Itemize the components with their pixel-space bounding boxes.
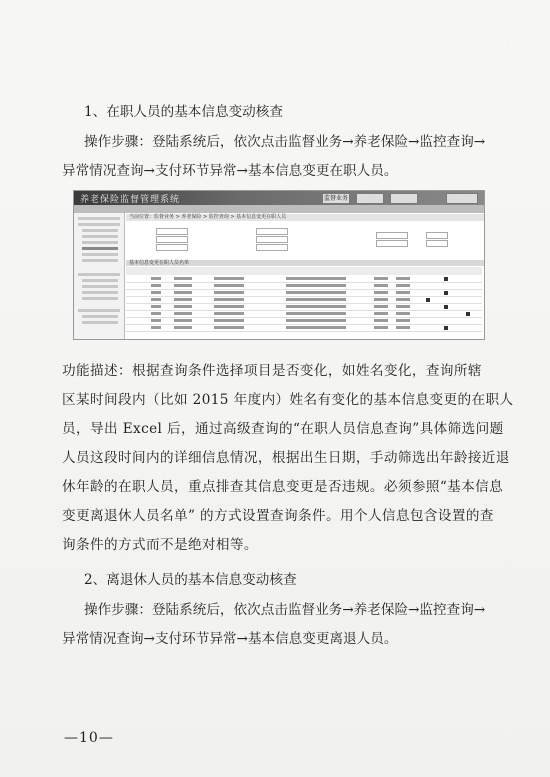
section2-steps-line1: 操作步骤：登陆系统后，依次点击监督业务→养老保险→监控查询→ bbox=[84, 602, 486, 618]
table-row bbox=[126, 290, 482, 297]
table-row bbox=[126, 276, 482, 283]
screenshot-table-header bbox=[126, 267, 482, 275]
section2-steps-line2: 异常情况查询→支付环节异常→基本信息变更离退人员。 bbox=[62, 631, 398, 647]
section1-steps-line2: 异常情况查询→支付环节异常→基本信息变更在职人员。 bbox=[62, 163, 398, 179]
description-line6: 变更离退休人员名单” 的方式设置查询条件。用个人信息包含设置的查 bbox=[62, 508, 494, 524]
table-row bbox=[126, 304, 482, 311]
description-line1: 功能描述：根据查询条件选择项目是否变化，如姓名变化，查询所辖 bbox=[62, 363, 482, 379]
screenshot-tab-4 bbox=[446, 193, 478, 204]
table-row bbox=[126, 311, 482, 318]
section2-heading: 2、离退休人员的基本信息变动核查 bbox=[84, 572, 297, 588]
table-row bbox=[126, 325, 482, 332]
screenshot-tab-1: 监督业务 bbox=[323, 195, 348, 202]
screenshot-query-form bbox=[126, 222, 482, 258]
screenshot-topbar bbox=[74, 191, 484, 205]
screenshot-breadcrumb: 当前位置：监督业务 > 养老保险 > 监控查询 > 基本信息变更在职人员 bbox=[126, 214, 485, 221]
description-line4: 人员这段时间内的详细信息情况，根据出生日期，手动筛选出年龄接近退 bbox=[62, 450, 510, 466]
table-row bbox=[126, 283, 482, 290]
screenshot-tab-3 bbox=[390, 193, 418, 204]
screenshot-left-nav bbox=[74, 213, 125, 339]
section1-steps-line1: 操作步骤：登陆系统后，依次点击监督业务→养老保险→监控查询→ bbox=[84, 134, 486, 150]
page-number: —10— bbox=[64, 730, 114, 746]
screenshot-navbar bbox=[74, 205, 484, 213]
screenshot-table-caption: 基本信息变更在职人员名单 bbox=[126, 260, 485, 266]
description-line5: 休年龄的在职人员，重点排查其信息变更是否违规。必须参照“基本信息 bbox=[62, 479, 504, 495]
screenshot-tab-2 bbox=[356, 193, 384, 204]
system-screenshot bbox=[73, 190, 485, 340]
description-line7: 询条件的方式而不是绝对相等。 bbox=[62, 537, 258, 553]
table-row bbox=[126, 318, 482, 325]
description-line2: 区某时间段内（比如 2015 年度内）姓名有变化的基本信息变更的在职人 bbox=[62, 392, 514, 408]
description-line3: 员，导出 Excel 后，通过高级查询的“在职人员信息查询”具体筛选问题 bbox=[62, 421, 504, 437]
screenshot-brand: 养老保险监督管理系统 bbox=[80, 195, 181, 205]
section1-heading: 1、在职人员的基本信息变动核查 bbox=[84, 104, 283, 120]
table-row bbox=[126, 297, 482, 304]
